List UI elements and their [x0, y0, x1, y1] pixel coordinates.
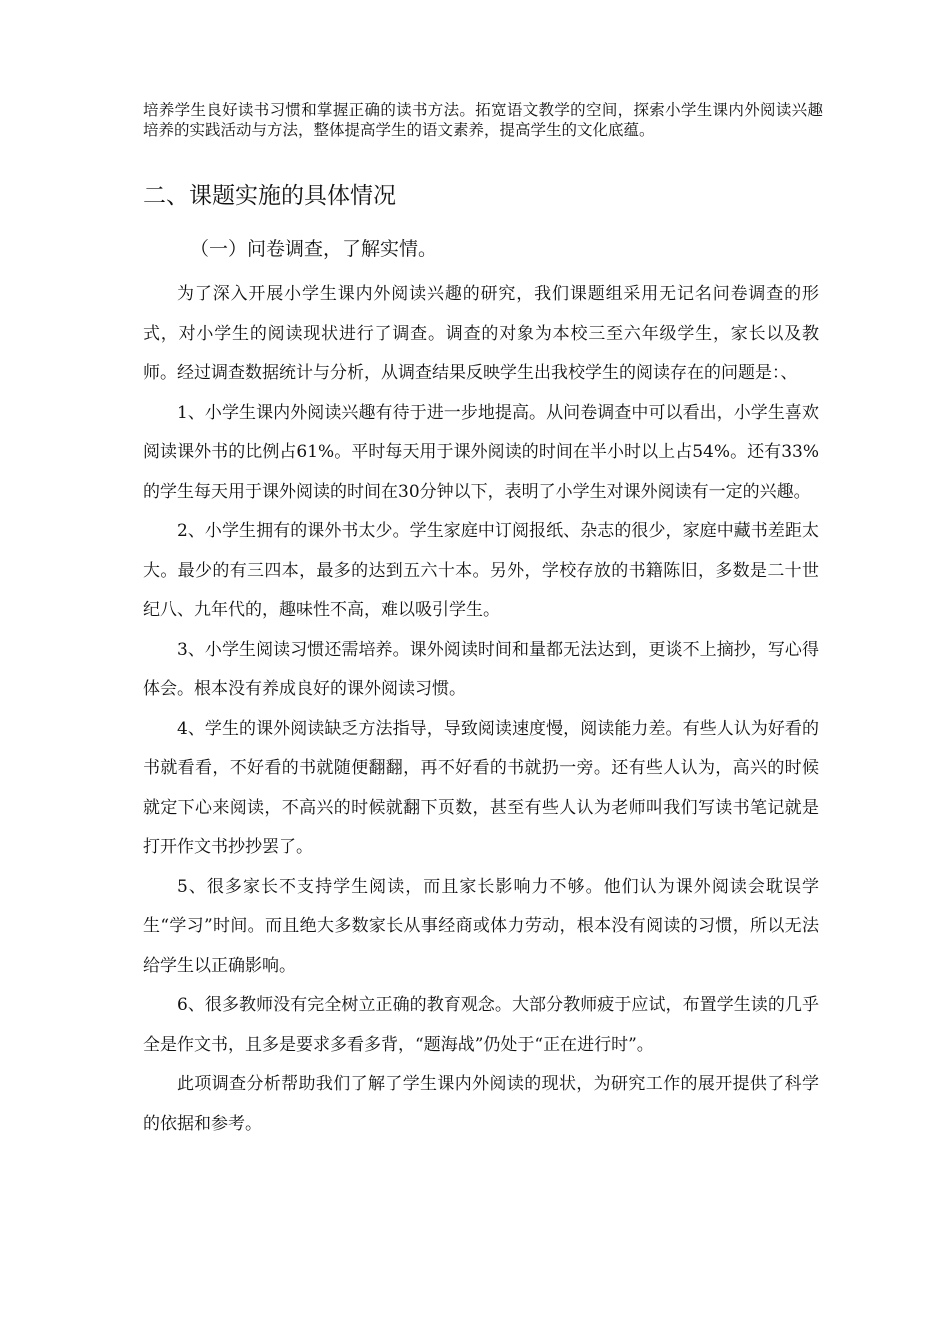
- intro-paragraph: 培养学生良好读书习惯和掌握正确的读书方法。拓宽语文教学的空间，探索小学生课内外阅读兴趣培养的实践活动与方法，整体提高学生的语文素养，提高学生的文化底蕴。: [143, 101, 823, 139]
- paragraph-point-5: 5、很多家长不支持学生阅读，而且家长影响力不够。他们认为课外阅读会耽误学生“学习”时间。而且绝大多数家长从事经商或体力劳动，根本没有阅读的习惯，所以无法给学生以正确影响。: [143, 876, 819, 976]
- paragraph-point-1: 1、小学生课内外阅读兴趣有待于进一步地提高。从问卷调查中可以看出，小学生喜欢阅读课外书的比例占61%。平时每天用于课外阅读的时间在半小时以上占54%。还有33%的学生每天用于课外阅读的时间在30分钟以下，表明了小学生对课外阅读有一定的兴趣。: [143, 402, 819, 502]
- paragraph-conclusion: 此项调查分析帮助我们了解了学生课内外阅读的现状，为研究工作的展开提供了科学的依据和参考。: [143, 1074, 819, 1134]
- body-text: [143, 275, 819, 1144]
- paragraph-point-2: 2、小学生拥有的课外书太少。学生家庭中订阅报纸、杂志的很少，家庭中藏书差距太大。最少的有三四本，最多的达到五六十本。另外，学校存放的书籍陈旧，多数是二十世纪八、九年代的，趣味性不高，难以吸引学生。: [143, 521, 819, 620]
- paragraph-point-4: 4、学生的课外阅读缺乏方法指导，导致阅读速度慢，阅读能力差。有些人认为好看的书就看看，不好看的书就随便翻翻，再不好看的书就扔一旁。还有些人认为，高兴的时候就定下心来阅读，不高兴的时候就翻下页数，甚至有些人认为老师叫我们写读书笔记就是打开作文书抄抄罢了。: [143, 718, 819, 857]
- paragraph-survey-intro: 为了深入开展小学生课内外阅读兴趣的研究，我们课题组采用无记名问卷调查的形式，对小学生的阅读现状进行了调查。调查的对象为本校三至六年级学生，家长以及教师。经过调查数据统计与分析，从调查结果反映学生出我校学生的阅读存在的问题是：、: [143, 284, 819, 383]
- paragraph-point-6: 6、很多教师没有完全树立正确的教育观念。大部分教师疲于应试，布置学生读的几乎全是作文书，且多是要求多看多背，“题海战”仍处于“正在进行时”。: [143, 995, 819, 1055]
- sub-heading: （一）问卷调查，了解实情。: [190, 238, 438, 260]
- paragraph-point-3: 3、小学生阅读习惯还需培养。课外阅读时间和量都无法达到，更谈不上摘抄，写心得体会。根本没有养成良好的课外阅读习惯。: [143, 639, 819, 699]
- section-heading: 二、课题实施的具体情况: [143, 183, 396, 209]
